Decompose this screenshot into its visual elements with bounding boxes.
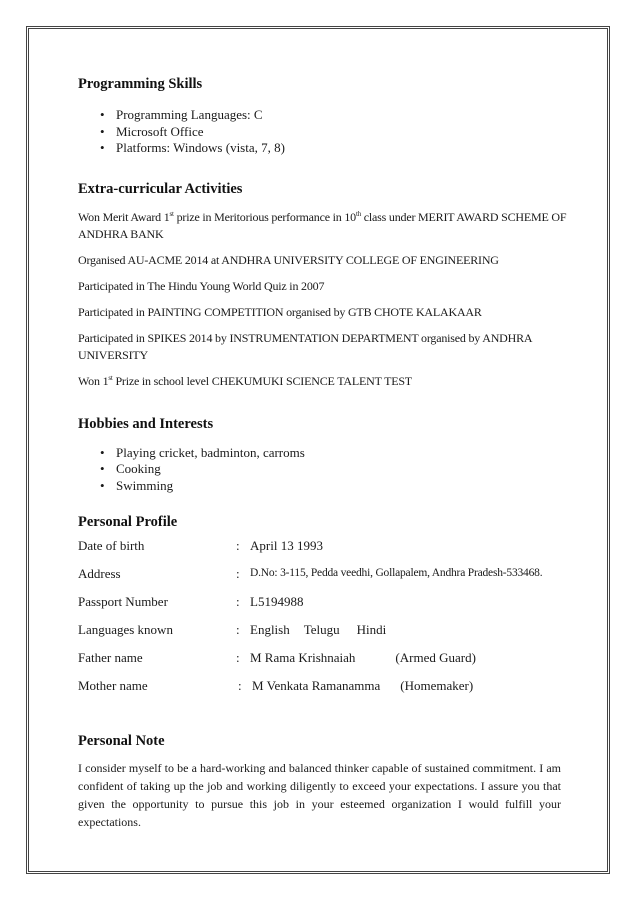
- colon: :: [236, 566, 240, 581]
- personal-note-text: I consider myself to be a hard-working and balanced thinker capable of sustained commitment. I am confident of taking up the job and working diligently to exceed your expectations. I assure you that given the opportunity to pursue this job in your esteemed organization I would fulfill your expectations.: [78, 761, 561, 829]
- mother-value: [252, 678, 473, 694]
- hobbies-heading: Hobbies and Interests: [78, 415, 214, 432]
- colon: :: [236, 594, 240, 609]
- passport-value: L5194988: [250, 594, 304, 609]
- dob-label: Date of birth: [78, 538, 145, 553]
- list-item: • Platforms: Windows (vista, 7, 8): [78, 140, 578, 157]
- programming-skills-heading: Programming Skills: [78, 76, 203, 92]
- profile-row-mother: [78, 678, 578, 695]
- activity-quiz: Participated in The Hindu Young World Quiz in 2007: [78, 278, 325, 293]
- mother-role: (Homemaker): [400, 678, 474, 693]
- activity-merit-award: Won Merit Award 1st prize in Meritorious performance in 10th class under MERIT AWARD SCHEME OF ANDHRA BANK: [78, 209, 567, 241]
- father-value: [250, 650, 476, 666]
- profile-row-address: [78, 566, 578, 583]
- colon: :: [236, 650, 240, 665]
- profile-row-passport: [78, 594, 578, 611]
- father-label: Father name: [78, 650, 143, 665]
- resume-content: [78, 76, 578, 831]
- father-role: (Armed Guard): [395, 650, 476, 665]
- address-value: D.No: 3-115, Pedda veedhi, Gollapalem, Andhra Pradesh-533468.: [250, 567, 543, 579]
- list-item: • Swimming: [78, 478, 578, 495]
- father-name: M Rama Krishnaiah: [250, 650, 356, 665]
- language-item: Telugu: [303, 622, 340, 637]
- address-label: Address: [78, 566, 121, 581]
- languages-label: Languages known: [78, 622, 173, 637]
- mother-name: M Venkata Ramanamma: [252, 678, 381, 693]
- passport-label: Passport Number: [78, 594, 168, 609]
- colon: :: [238, 678, 242, 693]
- mother-label: Mother name: [78, 678, 148, 693]
- list-item: • Programming Languages: C: [78, 107, 578, 124]
- activity-spikes: Participated in SPIKES 2014 by INSTRUMENTATION DEPARTMENT organised by ANDHRA UNIVERSITY: [78, 330, 532, 362]
- activity-au-acme: Organised AU-ACME 2014 at ANDHRA UNIVERSITY COLLEGE OF ENGINEERING: [78, 252, 499, 267]
- list-item: • Microsoft Office: [78, 124, 578, 141]
- list-item: • Cooking: [78, 461, 578, 478]
- hobbies-list: [78, 445, 578, 495]
- languages-value: [250, 622, 386, 638]
- extracurricular-heading: Extra-curricular Activities: [78, 180, 243, 197]
- personal-profile-heading: Personal Profile: [78, 514, 178, 530]
- personal-note-heading: Personal Note: [78, 733, 165, 749]
- activity-talent-test: Won 1st Prize in school level CHEKUMUKI SCIENCE TALENT TEST: [78, 373, 412, 388]
- activity-painting: Participated in PAINTING COMPETITION organised by GTB CHOTE KALAKAAR: [78, 304, 482, 319]
- colon: :: [236, 622, 240, 637]
- profile-row-languages: [78, 622, 578, 639]
- language-item: Hindi: [356, 622, 387, 637]
- colon: :: [236, 538, 240, 553]
- profile-row-dob: [78, 538, 578, 555]
- list-item: • Playing cricket, badminton, carroms: [78, 445, 578, 462]
- programming-skills-list: [78, 107, 578, 157]
- profile-row-father: [78, 650, 578, 667]
- language-item: English: [250, 622, 290, 637]
- dob-value: April 13 1993: [250, 538, 323, 553]
